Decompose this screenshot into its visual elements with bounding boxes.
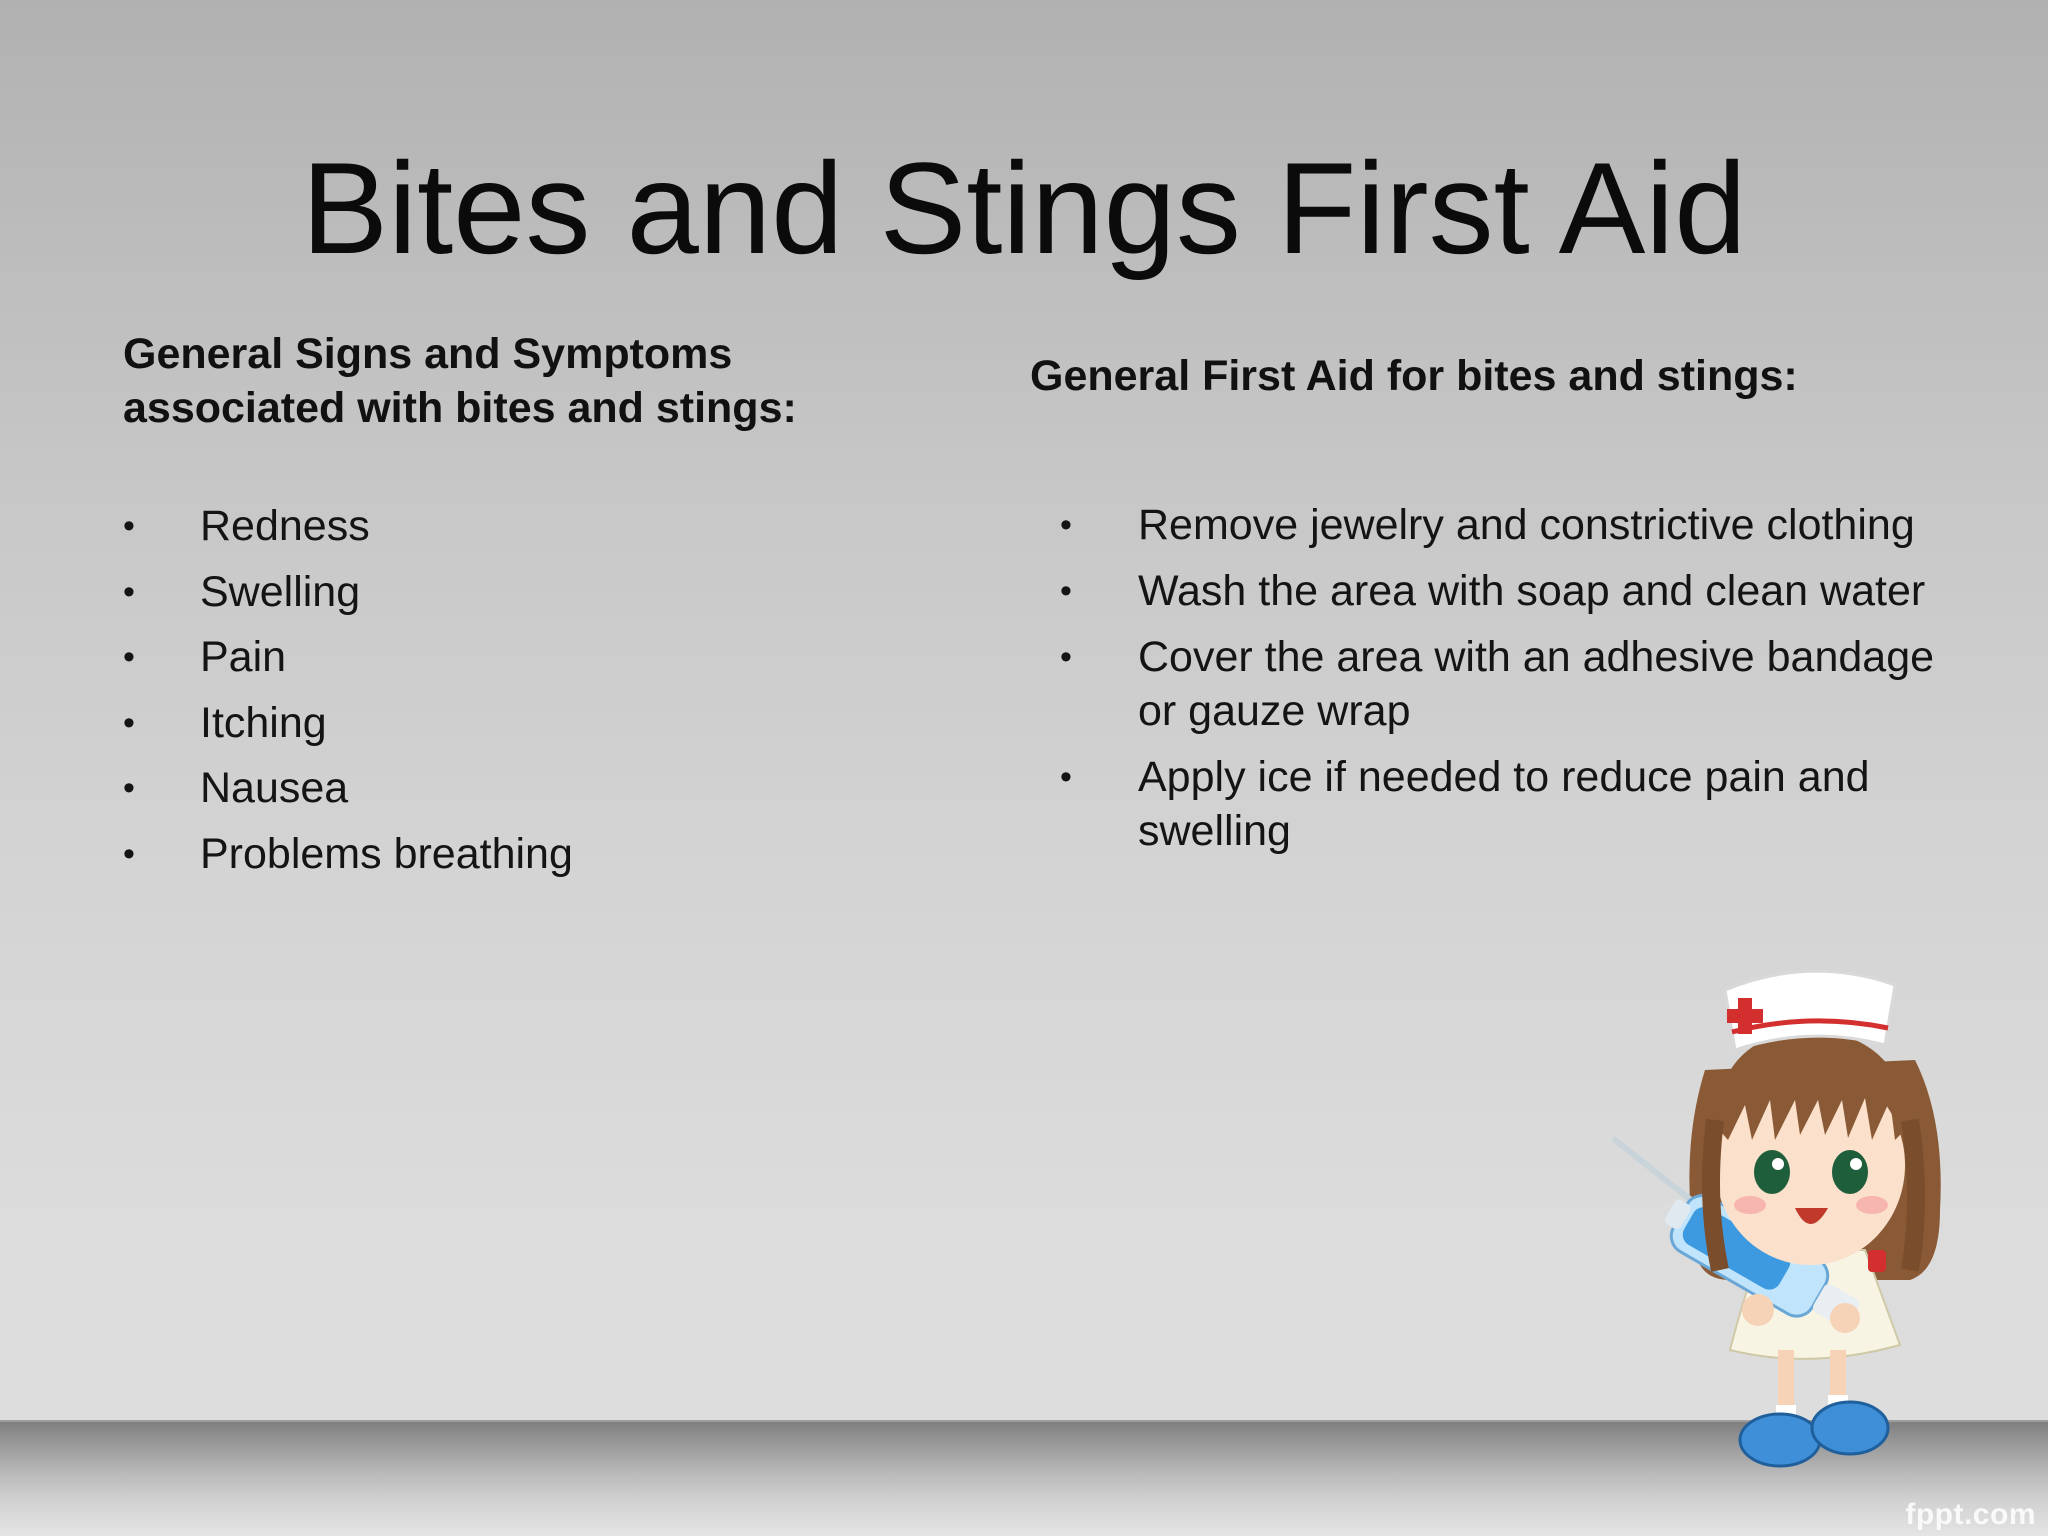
symptom-text: Problems breathing [200, 829, 573, 878]
bullet-icon: • [123, 572, 135, 611]
list-item [123, 629, 923, 695]
first-aid-text: Cover the area with an adhesive bandage or gauze wrap [1138, 633, 1935, 735]
bullet-icon: • [1060, 506, 1072, 544]
first-aid-list [1060, 498, 1940, 870]
symptoms-list [123, 498, 923, 891]
list-item [1060, 498, 1940, 552]
bullet-icon: • [123, 638, 135, 676]
list-item [123, 695, 923, 761]
bullet-icon: • [123, 507, 135, 545]
symptom-text: Nausea [200, 764, 349, 812]
symptoms-heading [123, 327, 923, 435]
bullet-icon: • [1060, 572, 1072, 610]
watermark: fppt.com [1905, 1498, 2036, 1531]
symptom-text: Pain [200, 633, 287, 681]
bullet-icon: • [1060, 758, 1072, 796]
list-item [123, 564, 923, 630]
bullet-icon: • [123, 703, 135, 742]
symptoms-heading-line-1: General Signs and Symptoms [123, 330, 733, 378]
bullet-icon: • [123, 834, 135, 873]
symptom-text: Swelling [200, 567, 361, 616]
first-aid-text: Wash the area with soap and clean water [1138, 567, 1926, 615]
symptom-text: Itching [200, 698, 327, 747]
bullet-icon: • [123, 769, 135, 807]
symptom-text: Redness [200, 502, 370, 550]
bullet-icon: • [1060, 638, 1072, 676]
list-item [123, 826, 923, 892]
slide-title: Bites and Stings First Aid [301, 135, 1747, 281]
symptoms-heading-line-2: associated with bites and stings: [123, 384, 797, 432]
list-item [123, 760, 923, 826]
first-aid-heading: General First Aid for bites and stings: [1030, 352, 1798, 400]
list-item [1060, 630, 1940, 738]
list-item [1060, 564, 1940, 618]
list-item [1060, 750, 1940, 858]
list-item [123, 498, 923, 564]
first-aid-text: Apply ice if needed to reduce pain and swelling [1138, 753, 1870, 855]
nurse-with-syringe-illustration [1610, 950, 2010, 1495]
first-aid-text: Remove jewelry and constrictive clothing [1138, 501, 1915, 549]
